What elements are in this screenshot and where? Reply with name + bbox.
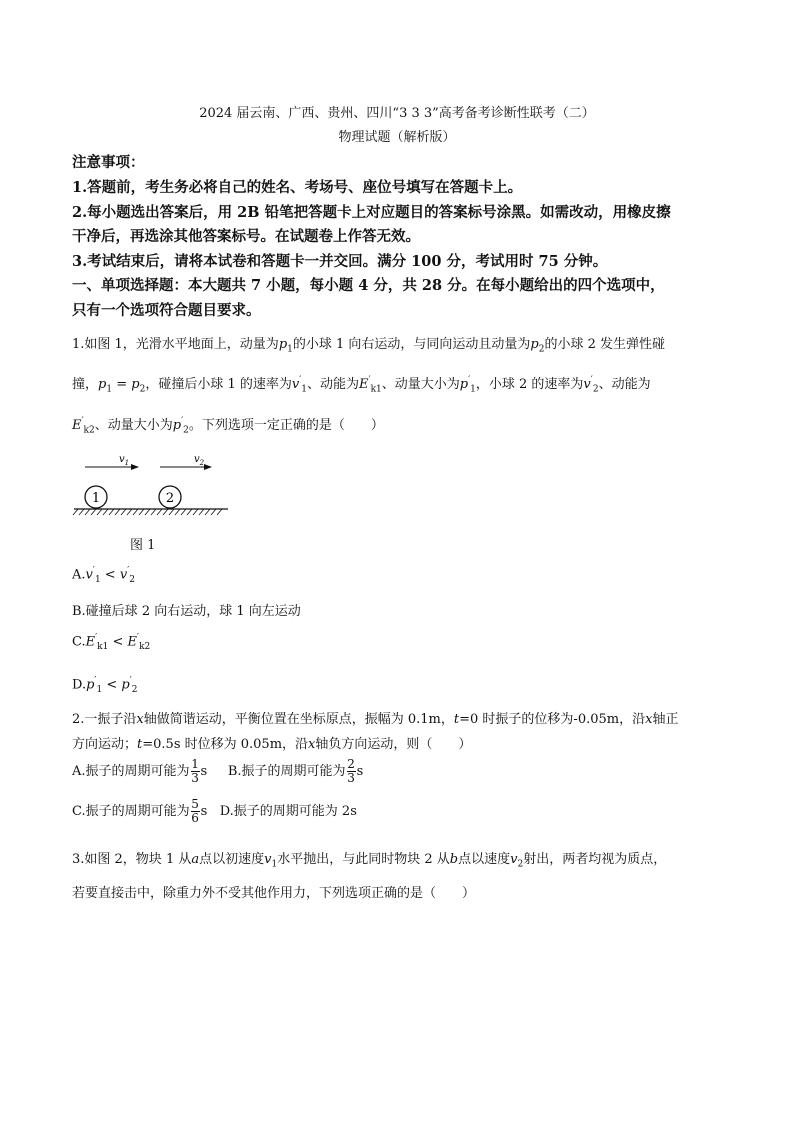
hatch-mark — [139, 509, 144, 515]
q1-option-d: $D.p'_1 < p'_2$ — [72, 676, 138, 695]
hatch-mark — [133, 509, 138, 515]
hatch-mark — [91, 509, 96, 515]
section-heading-line-2: 只有一个选项符合题目要求。 — [72, 302, 261, 319]
q3-line-2: 若要直接击中，除重力外不受其他作用力，下列选项正确的是（ ） — [72, 886, 476, 901]
hatch-mark — [199, 509, 204, 515]
hatch-mark — [103, 509, 108, 515]
q2-options-row-1 — [72, 758, 363, 785]
q2-option-c: C.振子的周期可能为 $\frac{5}{6}$ s — [72, 797, 208, 825]
hatch-mark — [181, 509, 186, 515]
section-heading-line-1: 一、单项选择题：本大题共 7 小题，每小题 4 分，共 28 分。在每小题给出的四个选项中， — [72, 277, 665, 294]
figure-1-caption: 图 1 — [130, 538, 156, 553]
notice-heading: 注意事项： — [72, 154, 145, 171]
q3-line-1: 3.如图 2，物块 1 从a点以初速度$v_1$水平抛出，与此同时物块 2 从b点以速度$v_2$射出，两者均视为质点， — [72, 852, 667, 870]
hatch-mark — [127, 509, 132, 515]
velocity-label-1: $v_1$ — [119, 454, 130, 467]
hatch-mark — [169, 509, 174, 515]
hatch-mark — [217, 509, 222, 515]
q2-options-row-2 — [72, 798, 357, 825]
hatch-mark — [79, 509, 84, 515]
q2-line-2: 方向运动；t=0.5s 时位移为 0.05m，沿x轴负方向运动，则（ ） — [72, 737, 472, 752]
q2-option-a: A.振子的周期可能为 $\frac{1}{3}$ s — [72, 757, 208, 785]
fraction-one-third: $\frac{1}{3}$ — [191, 757, 199, 785]
q1-option-b: B.碰撞后球 2 向右运动，球 1 向左运动 — [72, 604, 301, 619]
ball-1-label: 1 — [91, 491, 101, 506]
hatch-mark — [157, 509, 162, 515]
notice-item-2-cont: 干净后，再选涂其他答案标号。在试题卷上作答无效。 — [72, 228, 420, 245]
q1-option-c: $C.E'_{k1} < E'_{k2}$ — [72, 633, 151, 652]
figure-1-diagram — [70, 448, 232, 516]
q1-line-1: 1.如图 1，光滑水平地面上，动量为$p_1$的小球 1 向右运动，与同向运动且动量为$p_2$的小球 2 发生弹性碰 — [72, 337, 666, 355]
hatch-mark — [187, 509, 192, 515]
hatch-mark — [115, 509, 120, 515]
hatch-mark — [211, 509, 216, 515]
hatch-mark — [175, 509, 180, 515]
hatch-mark — [109, 509, 114, 515]
fraction-five-sixths: $\frac{5}{6}$ — [191, 797, 199, 825]
hatch-mark — [97, 509, 102, 515]
exam-title: 2024 届云南、广西、贵州、四川“3 3 3”高考备考诊断性联考（二） — [199, 106, 595, 121]
notice-item-2: 2.每小题选出答案后，用 2B 铅笔把答题卡上对应题目的答案标号涂黑。如需改动，用橡皮擦 — [72, 204, 671, 221]
hatch-mark — [73, 509, 78, 515]
q1-option-a: $A.v'_1 < v'_2$ — [72, 566, 135, 585]
notice-item-3: 3.考试结束后，请将本试卷和答题卡一并交回。满分 100 分，考试用时 75 分钟。 — [72, 253, 608, 270]
q2-option-b: B.振子的周期可能为 $\frac{2}{3}$ s — [227, 757, 364, 785]
hatch-mark — [151, 509, 156, 515]
velocity-label-2: $v_2$ — [194, 454, 205, 467]
hatch-mark — [205, 509, 210, 515]
notice-item-1: 1.答题前，考生务必将自己的姓名、考场号、座位号填写在答题卡上。 — [72, 179, 523, 196]
q2-option-d: D.振子的周期可能为 2s — [219, 804, 357, 819]
hatch-mark — [193, 509, 198, 515]
hatch-mark — [85, 509, 90, 515]
hatch-mark — [145, 509, 150, 515]
hatch-mark — [163, 509, 168, 515]
ball-2-label: 2 — [165, 491, 175, 506]
ground-hatching — [73, 509, 222, 515]
q1-line-3: $E'_{k2}$、动量大小为$p'_2$。下列选项一定正确的是（ ） — [72, 416, 384, 436]
q2-line-1: 2.一振子沿x轴做简谐运动，平衡位置在坐标原点，振幅为 0.1m，t=0 时振子的位移为-0.05m，沿x轴正 — [72, 712, 679, 727]
exam-subtitle: 物理试题（解析版） — [338, 130, 456, 145]
q1-line-2: 撞，$p_1 = p_2$，碰撞后小球 1 的速率为$v'_1$、动能为$E'_{k1}$、动量大小为$p'_1$，小球 2 的速率为$v'_2$、动能为 — [72, 375, 651, 395]
hatch-mark — [121, 509, 126, 515]
fraction-two-thirds: $\frac{2}{3}$ — [347, 757, 355, 785]
